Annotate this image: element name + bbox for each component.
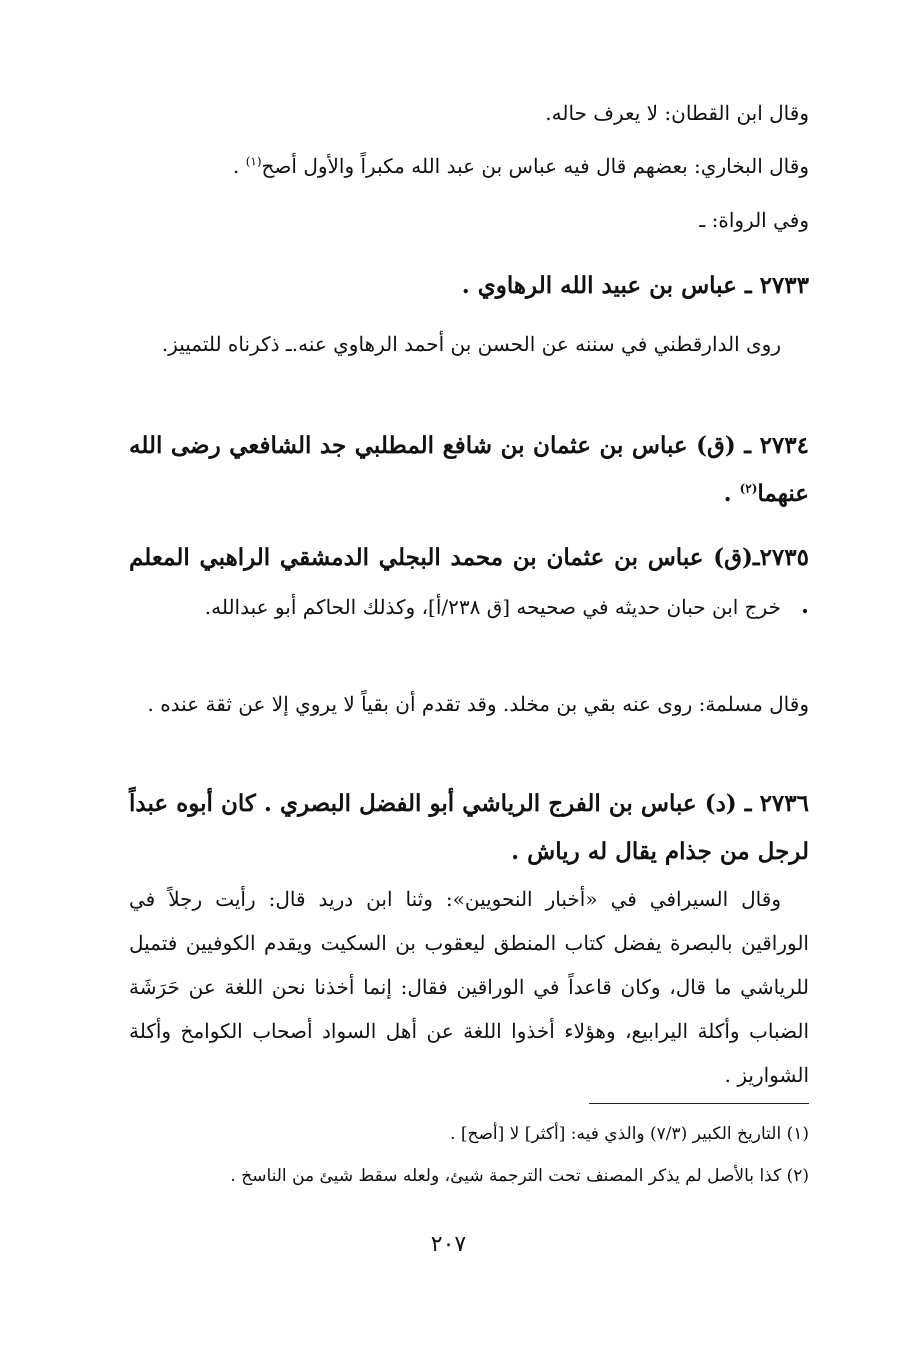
entry-body-2735: خرج ابن حبان حديثه في صحيحه [ق ٢٣٨/أ]، وكذلك الحاكم أبو عبدالله. bbox=[204, 595, 781, 619]
text: وفي الرواة: ـ bbox=[699, 208, 809, 232]
text-line-ibn-alqattan bbox=[129, 91, 809, 135]
page-number: ٢٠٧ bbox=[430, 1232, 467, 1257]
text-line-ruwat bbox=[129, 198, 809, 242]
entry-body-2733: روى الدارقطني في سننه عن الحسن بن أحمد الرهاوي عنه.ـ ذكرناه للتمييز. bbox=[161, 332, 781, 356]
entry-heading-2735: ٢٧٣٥ـ(ق) عباس بن عثمان بن محمد البجلي الدمشقي الراهبي المعلم . bbox=[129, 544, 809, 619]
heading-text: . bbox=[723, 480, 740, 507]
text: . bbox=[232, 154, 246, 178]
entry-body-2735-maslama: وقال مسلمة: روى عنه بقي بن مخلد. وقد تقدم أن بقياً لا يروي إلا عن ثقة عنده . bbox=[147, 692, 809, 716]
text: وقال البخاري: بعضهم قال فيه عباس بن عبد الله مكبراً والأول أصح bbox=[261, 154, 809, 178]
entry-heading-2733: ٢٧٣٣ ـ عباس بن عبيد الله الرهاوي . bbox=[461, 272, 809, 299]
footnote-1: (١) التاريخ الكبير (٧/٣) والذي فيه: [أكثر] لا [أصح] . bbox=[450, 1124, 809, 1144]
footnote-2: (٢) كذا بالأصل لم يذكر المصنف تحت الترجمة شيئ، ولعله سقط شيئ من الناسخ . bbox=[230, 1166, 809, 1186]
footnote-ref-2[interactable]: (٢) bbox=[739, 481, 758, 496]
entry-body-2736: وقال السيرافي في «أخبار النحويين»: وثنا ابن دريد قال: رأيت رجلاً في الوراقين بالبصرة يفضل كتاب المنطق ليعقوب بن السكيت ويقدم الكوفيين فتميل للرياشي ما قال، وكان قاعداً في الوراقين فقال: إنما أخذنا نحن اللغة عن حَرَشَة الضباب وأكلة اليرابيع، وهؤلاء أخذوا اللغة عن أهل السواد أصحاب الكوامخ وأكلة الشواريز . bbox=[129, 887, 810, 1087]
footnote-divider bbox=[589, 1103, 809, 1104]
entry-heading-2734 bbox=[129, 422, 809, 518]
heading-text: ٢٧٣٤ ـ (ق) عباس بن عثمان بن شافع المطلبي جد الشافعي رضى الله عنهما bbox=[129, 432, 809, 507]
text: وقال ابن القطان: لا يعرف حاله. bbox=[545, 101, 809, 125]
footnote-ref-1[interactable]: (١) bbox=[245, 154, 262, 169]
text-line-bukhari bbox=[129, 144, 809, 188]
entry-heading-2736: ٢٧٣٦ ـ (د) عباس بن الفرج الرياشي أبو الفضل البصري . كان أبوه عبداً لرجل من جذام يقال له رياش . bbox=[129, 790, 809, 865]
